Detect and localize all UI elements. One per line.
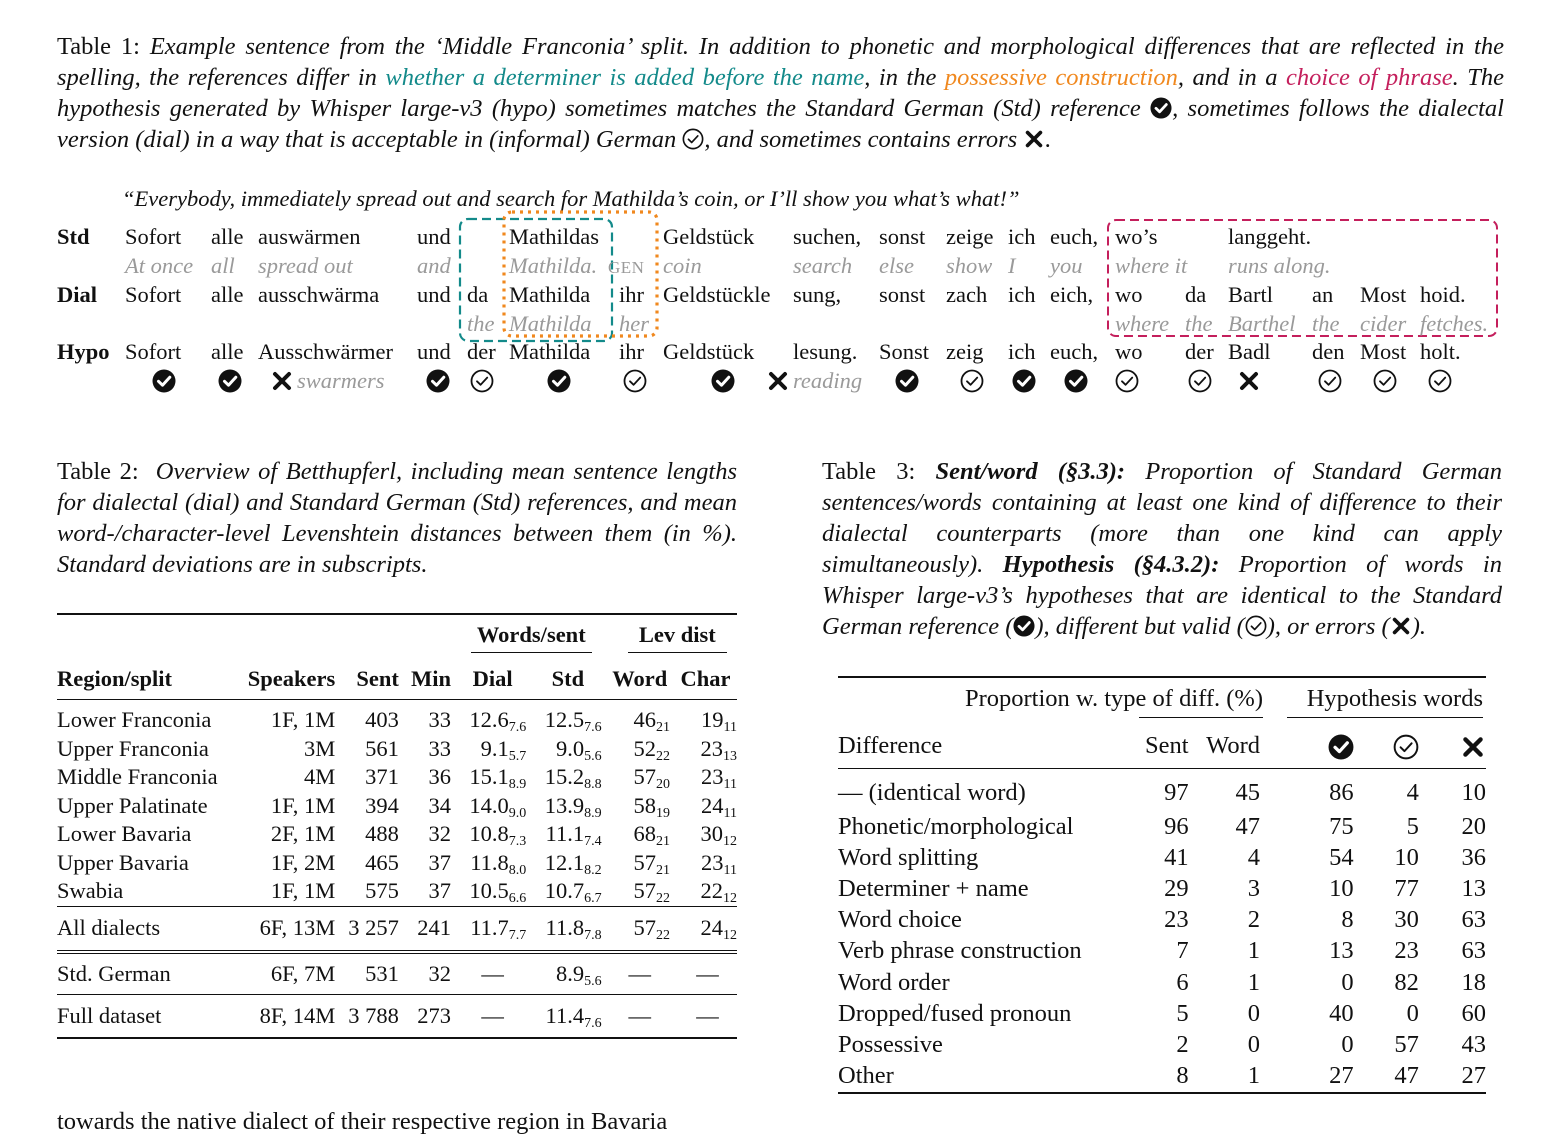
dial-cell: — — [481, 1002, 504, 1028]
std-word: euch, — [1050, 224, 1099, 249]
std-word: Sofort — [125, 224, 182, 249]
dial-gloss: Mathilda — [509, 311, 592, 336]
valid-cell: 0 — [1406, 999, 1419, 1027]
col-header: Std — [551, 666, 585, 691]
match-cell: 10 — [1329, 874, 1354, 902]
difference-cell: Word order — [838, 968, 950, 996]
col-header: Speakers — [247, 666, 336, 691]
std-word: langgeht. — [1228, 224, 1312, 249]
table-row — [838, 873, 1486, 904]
region-cell: All dialects — [57, 915, 161, 940]
std-cell: $11.8_{7.8}$ — [545, 915, 602, 943]
std-word: suchen, — [793, 224, 862, 249]
difference-cell: — (identical word) — [838, 779, 1026, 806]
dial-word: an — [1312, 282, 1334, 307]
error-icon — [1390, 614, 1412, 636]
table2-caption — [57, 456, 737, 580]
valid-icon — [960, 369, 984, 393]
dial-gloss: the — [467, 311, 495, 336]
table-row — [838, 769, 1486, 812]
min-cell: 33 — [428, 707, 452, 733]
hypo-word: Badl — [1228, 339, 1271, 364]
word-cell: 1 — [1247, 1062, 1260, 1090]
std-word: sonst — [879, 224, 926, 249]
row-label-dial: Dial — [57, 282, 98, 307]
match-icon — [152, 369, 176, 393]
valid-icon — [1115, 369, 1139, 393]
dial-word: da — [1185, 282, 1207, 307]
row-label-hypo: Hypo — [57, 339, 110, 364]
speakers-cell: 1F, 1M — [270, 878, 336, 904]
match-cell: 8 — [1341, 906, 1354, 934]
match-cell: 54 — [1329, 843, 1354, 871]
match-icon — [1328, 734, 1354, 760]
sent-cell: 5 — [1176, 999, 1189, 1027]
min-cell: 273 — [417, 1002, 452, 1028]
char-cell: $22_{12}$ — [700, 878, 737, 907]
dial-gloss: the — [1312, 311, 1340, 336]
table-row — [838, 967, 1486, 998]
valid-cell: 10 — [1394, 843, 1419, 871]
table-row — [57, 877, 737, 906]
difference-cell: Determiner + name — [838, 874, 1029, 902]
table3-bold1: Sent/word (§3.3): — [935, 458, 1126, 485]
table-row — [57, 994, 737, 1038]
group-header-proportion: Proportion w. type of diff. (%) — [964, 684, 1263, 712]
char-cell: — — [696, 960, 719, 986]
footer-text: towards the native dialect of their respective region in Bavaria — [57, 1108, 668, 1135]
std-cell: $9.0_{5.6}$ — [555, 735, 602, 764]
speakers-cell: 1F, 1M — [270, 792, 336, 818]
std-gloss-gen: GEN — [608, 258, 645, 277]
std-gloss: runs along. — [1228, 253, 1331, 278]
word-cell: $57_{21}$ — [633, 849, 670, 878]
difference-cell: Possessive — [838, 1030, 943, 1058]
dial-word: sung, — [793, 282, 842, 307]
group-header-words-sent: Words/sent — [471, 622, 592, 653]
dial-cell: $14.0_{9.0}$ — [469, 792, 527, 821]
hypo-word: der — [467, 339, 496, 364]
hypo-word: Geldstück — [663, 339, 755, 364]
sent-cell: 394 — [365, 792, 399, 818]
table2-label: Table 2: — [57, 458, 139, 485]
table3-caption: Table 3: Sent/word (§3.3): Proportion of Standard German sentences/words containing at least one kind of difference to their dialectal counterparts (more than one kind can apply simultaneously). Hypothesis (§4.3.2): Proportion of words in Whisper large-v3’s hypotheses that are identical to the Standard German reference ( ), different but valid ( ), or errors ( ). — [822, 458, 1503, 640]
min-cell: 241 — [417, 915, 452, 940]
speakers-cell: 1F, 2M — [270, 849, 336, 875]
char-cell: $24_{11}$ — [701, 792, 737, 821]
match-cell: 0 — [1341, 1030, 1354, 1058]
match-icon — [218, 369, 242, 393]
std-word: und — [417, 224, 451, 249]
hypo-word: Sofort — [125, 339, 182, 364]
error-cell: 10 — [1461, 779, 1486, 806]
std-gloss: and — [417, 253, 451, 278]
sent-cell: 41 — [1164, 843, 1189, 871]
error-icon — [1460, 734, 1486, 760]
std-gloss: At once — [125, 253, 194, 278]
word-cell: $46_{21}$ — [633, 707, 670, 736]
match-icon — [426, 369, 450, 393]
word-cell: 1 — [1247, 968, 1260, 996]
region-cell: Swabia — [57, 878, 124, 904]
table-row — [57, 763, 737, 792]
hypo-word: Ausschwärmer — [258, 339, 393, 364]
possessive-highlight: possessive construction — [944, 64, 1178, 91]
char-cell: — — [696, 1002, 719, 1028]
col-header: Dial — [472, 666, 513, 691]
hypo-word: Most — [1360, 339, 1407, 364]
speakers-cell: 6F, 7M — [270, 960, 336, 986]
hypo-word: lesung. — [793, 339, 858, 364]
min-cell: 37 — [428, 849, 452, 875]
group-header-hypothesis: Hypothesis words — [1306, 684, 1483, 712]
hypo-error-gloss: swarmers — [297, 368, 385, 393]
valid-cell: 77 — [1394, 874, 1419, 902]
sent-cell: 3 788 — [348, 1002, 399, 1028]
sent-cell: 465 — [365, 849, 399, 875]
match-icon — [895, 369, 919, 393]
table1-caption-text: Example sentence from the ‘Middle Franconia’ split. In addition to phonetic and morphological differences that are reflected in the spelling, the references differ in whether a determiner is added before the name, in the possessive construction, and in a choice of phrase. The hypothesis generated by Whisper large-v3 (hypo) sometimes matches the Standard German (Std) reference , sometimes follows the dialectal version (dial) in a way that is acceptable in (informal) German , and sometimes contains errors . — [57, 33, 1504, 153]
valid-icon — [1428, 369, 1452, 393]
word-cell: — — [628, 1002, 652, 1028]
valid-icon — [1188, 369, 1212, 393]
word-cell: 4 — [1247, 843, 1260, 871]
dial-gloss: cider — [1360, 311, 1407, 336]
valid-cell: 30 — [1394, 906, 1419, 934]
valid-cell: 47 — [1394, 1062, 1419, 1090]
region-cell: Full dataset — [57, 1002, 162, 1028]
hypo-word: der — [1185, 339, 1214, 364]
word-cell: 47 — [1235, 812, 1260, 840]
difference-cell: Dropped/fused pronoun — [838, 999, 1072, 1027]
std-cell: $15.2_{8.8}$ — [544, 764, 602, 793]
difference-cell: Word splitting — [838, 843, 979, 871]
std-cell: $12.1_{8.2}$ — [544, 849, 602, 878]
table-row — [838, 811, 1486, 842]
sent-cell: 29 — [1164, 874, 1189, 902]
col-header: Word — [1206, 732, 1260, 759]
dial-word: wo — [1115, 282, 1143, 307]
sent-cell: 23 — [1164, 906, 1189, 934]
std-gloss: where it — [1115, 253, 1188, 278]
match-cell: 75 — [1329, 812, 1354, 840]
hypo-word: und — [417, 339, 451, 364]
difference-cell: Verb phrase construction — [838, 937, 1082, 965]
std-word: Geldstück — [663, 224, 755, 249]
match-icon — [547, 369, 571, 393]
std-word: Mathildas — [509, 224, 599, 249]
match-cell: 0 — [1341, 968, 1354, 996]
char-cell: $19_{11}$ — [701, 707, 737, 736]
std-word: alle — [211, 224, 244, 249]
col-header: Sent — [1145, 732, 1189, 759]
min-cell: 32 — [428, 960, 452, 986]
std-gloss: coin — [663, 253, 702, 278]
match-icon — [711, 369, 735, 393]
std-word: auswärmen — [258, 224, 361, 249]
hypo-word: ich — [1008, 339, 1036, 364]
table-row — [57, 700, 737, 735]
sent-cell: 403 — [365, 707, 399, 733]
dial-cell: $11.8_{8.0}$ — [470, 849, 527, 878]
std-word: ich — [1008, 224, 1036, 249]
min-cell: 34 — [428, 792, 452, 818]
group-header-lev-dist: Lev dist — [628, 622, 727, 653]
error-cell: 43 — [1461, 1030, 1486, 1058]
dial-gloss: her — [619, 311, 649, 336]
match-icon — [1013, 614, 1035, 636]
error-cell: 13 — [1461, 874, 1486, 902]
hypo-word: holt. — [1420, 339, 1461, 364]
error-cell: 27 — [1461, 1062, 1486, 1090]
table-row — [838, 1061, 1486, 1093]
error-icon — [1237, 369, 1261, 393]
col-header: Region/split — [57, 666, 173, 691]
char-cell: $30_{12}$ — [700, 821, 737, 850]
valid-icon — [1245, 614, 1267, 636]
difference-cell: Other — [838, 1062, 894, 1090]
table1-label: Table 1: — [57, 33, 140, 60]
min-cell: 32 — [428, 821, 452, 847]
error-icon — [766, 369, 790, 393]
hypo-word: euch, — [1050, 339, 1099, 364]
dial-word: alle — [211, 282, 244, 307]
word-cell: 45 — [1235, 779, 1260, 806]
hypo-word: ihr — [619, 339, 644, 364]
sent-cell: 8 — [1176, 1062, 1189, 1090]
dial-word: Bartl — [1228, 282, 1273, 307]
dial-gloss: where — [1115, 311, 1170, 336]
row-label-std: Std — [57, 224, 90, 249]
dial-cell: $15.1_{8.9}$ — [469, 764, 527, 793]
table-row — [57, 820, 737, 849]
table-row — [838, 1029, 1486, 1060]
error-cell: 63 — [1461, 937, 1486, 965]
table2 — [57, 613, 737, 1039]
std-cell: $12.5_{7.6}$ — [544, 707, 602, 736]
phrase-highlight: choice of phrase — [1285, 64, 1453, 91]
table-row — [57, 849, 737, 878]
match-cell: 13 — [1329, 937, 1354, 965]
word-cell: $68_{21}$ — [633, 821, 670, 850]
word-cell: $57_{22}$ — [633, 878, 670, 907]
dial-gloss: fetches. — [1420, 311, 1489, 336]
match-icon — [1064, 369, 1088, 393]
sent-cell: 3 257 — [348, 915, 399, 940]
dial-cell: $9.1_{5.7}$ — [480, 735, 527, 764]
hypo-word: Mathilda — [509, 339, 591, 364]
hypo-word: alle — [211, 339, 244, 364]
char-cell: $23_{11}$ — [701, 764, 737, 793]
match-cell: 27 — [1329, 1062, 1354, 1090]
std-gloss: search — [793, 253, 853, 278]
word-cell: 0 — [1247, 1030, 1260, 1058]
std-gloss: I — [1008, 253, 1016, 278]
region-cell: Upper Bavaria — [57, 849, 189, 875]
valid-icon — [1373, 369, 1397, 393]
sent-cell: 2 — [1176, 1030, 1189, 1058]
difference-cell: Word choice — [838, 906, 962, 934]
dial-word: hoid. — [1420, 282, 1466, 307]
match-cell: 40 — [1329, 999, 1354, 1027]
speakers-cell: 8F, 14M — [259, 1002, 336, 1028]
dial-word: Geldstückle — [663, 282, 771, 307]
word-cell: $57_{22}$ — [633, 915, 670, 943]
error-cell: 18 — [1461, 968, 1486, 996]
std-cell: $8.9_{5.6}$ — [555, 960, 602, 989]
dial-gloss: the — [1185, 311, 1213, 336]
error-cell: 36 — [1461, 843, 1486, 871]
sent-cell: 97 — [1164, 779, 1189, 806]
valid-icon — [623, 369, 647, 393]
region-cell: Lower Bavaria — [57, 821, 192, 847]
std-gloss: show — [946, 253, 993, 278]
table-row — [57, 735, 737, 764]
char-cell: $23_{11}$ — [701, 849, 737, 878]
word-cell: 3 — [1247, 874, 1260, 902]
dial-word: und — [417, 282, 451, 307]
match-icon — [1012, 369, 1036, 393]
min-cell: 36 — [428, 764, 452, 790]
valid-icon — [470, 369, 494, 393]
std-gloss: you — [1050, 253, 1083, 278]
std-word: zeige — [946, 224, 994, 249]
std-gloss: all — [211, 253, 235, 278]
word-cell: $57_{20}$ — [633, 764, 670, 793]
col-header: Word — [612, 666, 668, 691]
dial-word: Most — [1360, 282, 1407, 307]
hypo-word: den — [1312, 339, 1345, 364]
std-gloss: spread out — [258, 253, 353, 278]
sent-cell: 561 — [365, 735, 399, 761]
sent-cell: 96 — [1164, 812, 1189, 840]
table3-label: Table 3: — [822, 458, 916, 485]
dial-word: ihr — [619, 282, 644, 307]
dial-word: Sofort — [125, 282, 182, 307]
table2-caption-text: Overview of Betthupferl, including mean sentence lengths for dialectal (dial) and Standard German (Std) references, and mean word-/character-level Levenshtein distances between them (in %). Standard deviations are in subscripts. — [57, 458, 738, 578]
word-cell: 2 — [1247, 906, 1260, 934]
dial-cell: $10.5_{6.6}$ — [469, 878, 527, 907]
sent-cell: 488 — [365, 821, 399, 847]
region-cell: Lower Franconia — [57, 707, 212, 733]
std-cell: $10.7_{6.7}$ — [544, 878, 602, 907]
sent-cell: 575 — [365, 878, 399, 904]
dial-word: eich, — [1050, 282, 1094, 307]
dial-word: ausschwärma — [258, 282, 380, 307]
word-cell: 0 — [1247, 999, 1260, 1027]
speakers-cell: 2F, 1M — [270, 821, 336, 847]
speakers-cell: 6F, 13M — [259, 915, 336, 940]
region-cell: Upper Franconia — [57, 735, 209, 761]
dial-cell: $10.8_{7.3}$ — [469, 821, 527, 850]
hypo-word: wo — [1115, 339, 1143, 364]
col-header: Char — [680, 666, 731, 691]
word-cell: $58_{19}$ — [633, 792, 670, 821]
valid-icon — [1318, 369, 1342, 393]
speakers-cell: 3M — [304, 735, 336, 761]
char-cell: $24_{12}$ — [700, 915, 737, 943]
dial-word: sonst — [879, 282, 926, 307]
sent-cell: 7 — [1176, 937, 1189, 965]
dial-word: ich — [1008, 282, 1036, 307]
hypo-word: zeig — [946, 339, 984, 364]
error-icon — [270, 369, 294, 393]
region-cell: Std. German — [57, 960, 171, 986]
valid-icon — [1393, 734, 1419, 760]
word-cell: 1 — [1247, 937, 1260, 965]
table1-translation: “Everybody, immediately spread out and search for Mathilda’s coin, or I’ll show you what’s what!” — [122, 186, 1020, 211]
dial-word: da — [467, 282, 489, 307]
word-cell: — — [628, 960, 652, 986]
min-cell: 37 — [428, 878, 452, 904]
table-row — [57, 906, 737, 952]
col-header: Sent — [356, 666, 399, 691]
valid-cell: 4 — [1406, 779, 1419, 806]
sent-cell: 371 — [365, 764, 399, 790]
determiner-highlight: whether a determiner is added before the name — [385, 64, 865, 91]
table3-bold2: Hypothesis (§4.3.2): — [1002, 551, 1220, 578]
dial-cell: $11.7_{7.7}$ — [470, 915, 527, 943]
valid-cell: 57 — [1394, 1030, 1419, 1058]
std-word: wo’s — [1115, 224, 1158, 249]
speakers-cell: 1F, 1M — [270, 707, 336, 733]
difference-cell: Phonetic/morphological — [838, 812, 1074, 840]
error-cell: 60 — [1461, 999, 1486, 1027]
std-cell: $11.1_{7.4}$ — [545, 821, 602, 850]
region-cell: Upper Palatinate — [57, 792, 208, 818]
table-row — [838, 936, 1486, 967]
std-gloss: Mathilda. — [509, 253, 598, 278]
word-cell: $52_{22}$ — [633, 735, 670, 764]
std-cell: $13.9_{8.9}$ — [544, 792, 602, 821]
table-row — [57, 792, 737, 821]
table-row — [57, 952, 737, 995]
table-row — [838, 905, 1486, 936]
std-gloss: else — [879, 253, 914, 278]
sent-cell: 531 — [365, 960, 399, 986]
error-cell: 20 — [1461, 812, 1486, 840]
hypo-error-gloss: reading — [793, 368, 863, 393]
match-cell: 86 — [1329, 779, 1354, 806]
valid-cell: 82 — [1394, 968, 1419, 996]
speakers-cell: 4M — [304, 764, 336, 790]
valid-cell: 23 — [1394, 937, 1419, 965]
col-header: Min — [411, 666, 452, 691]
std-cell: $11.4_{7.6}$ — [545, 1002, 602, 1031]
char-cell: $23_{13}$ — [700, 735, 737, 764]
hypo-word: Sonst — [879, 339, 930, 364]
valid-cell: 5 — [1406, 812, 1419, 840]
error-cell: 63 — [1461, 906, 1486, 934]
col-header: Difference — [838, 732, 943, 759]
sent-cell: 6 — [1176, 968, 1189, 996]
min-cell: 33 — [428, 735, 452, 761]
table-row — [838, 842, 1486, 873]
dial-word: zach — [946, 282, 988, 307]
table-row — [838, 998, 1486, 1029]
dial-word: Mathilda — [509, 282, 591, 307]
table3 — [838, 676, 1486, 1094]
region-cell: Middle Franconia — [57, 764, 218, 790]
dial-cell: — — [481, 960, 504, 986]
dial-cell: $12.6_{7.6}$ — [469, 707, 527, 736]
dial-gloss: Barthel — [1228, 311, 1296, 336]
